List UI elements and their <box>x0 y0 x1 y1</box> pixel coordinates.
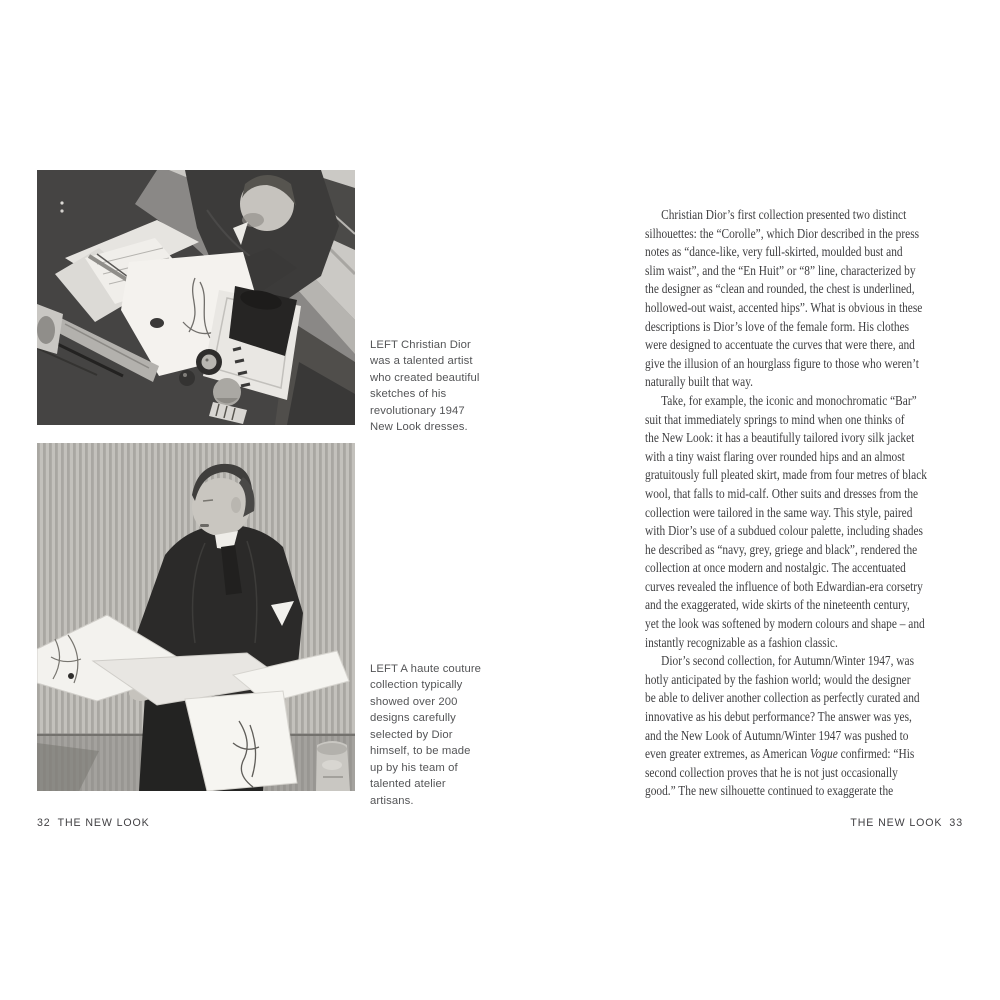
dior-desk-photo-illustration <box>37 170 355 425</box>
footer-right <box>850 817 963 829</box>
photo-dior-sketching-at-desk <box>37 170 355 425</box>
photo-dior-with-sketches <box>37 443 355 791</box>
page-number-left: 32 <box>37 817 51 829</box>
body-paragraph: Take, for example, the iconic and monochromatic “Bar” suit that immediately springs to mind when one thinks of the New Look: it has a beautifully tailored ivory silk jacket with a tiny waist flaring over rounded hips and an almost gratuitously full pleated skirt, made from four metres of black wool, that falls to mid-calf. Other suits and dresses from the collection were tailored in the same way. This style, paired with Dior’s use of a subdued colour palette, including shades he described as “navy, grey, griege and black”, rendered the collection at once modern and nostalgic. The accentuated curves revealed the influence of both Edwardian-era corsetry and the exaggerated, wide skirts of the nineteenth century, yet the look was softened by modern colours and shape – and instantly recognizable as a fashion classic. <box>645 392 927 650</box>
body-text-column <box>645 206 985 801</box>
body-paragraph: Christian Dior’s first collection presented two distinct silhouettes: the “Corolle”, which Dior described in the press notes as “dance-like, very full-skirted, moulded bust and slim waist”, and the “En Huit” or “8” line, characterized by the designer as “clean and rounded, the chest is underlined, hollowed-out waist, accented hips”. What is obvious in these descriptions is Dior’s love of the female form. His clothes were designed to accentuate the curves that were there, and give the illusion of an hourglass figure to those who weren’t naturally built that way. <box>645 207 923 390</box>
body-paragraph: Dior’s second collection, for Autumn/Winter 1947, was hotly anticipated by the fashion world; would the designer be able to deliver another collection as perfectly curated and innovative as his debut performance? The answer was yes, and the New Look of Autumn/Winter 1947 was pushed to even greater extremes, as American Vogue confirmed: “His second collection proves that he is not just occasionally good.” The new silhouette continued to exaggerate the <box>645 653 920 799</box>
dior-sketches-photo-illustration <box>37 443 355 791</box>
caption-dior-sketching: LEFT Christian Dior was a talented artist who created beautiful sketches of his revolutionary 1947 New Look dresses. <box>370 339 480 434</box>
caption-haute-couture: LEFT A haute couture collection typically showed over 200 designs carefully selected by Dior himself, to be made up by his team of talented atelier artisans. <box>370 663 482 807</box>
footer-left <box>37 817 150 829</box>
running-title-left: THE NEW LOOK <box>57 817 150 829</box>
page-number-right: 33 <box>949 817 963 829</box>
running-title-right: THE NEW LOOK <box>850 817 943 829</box>
